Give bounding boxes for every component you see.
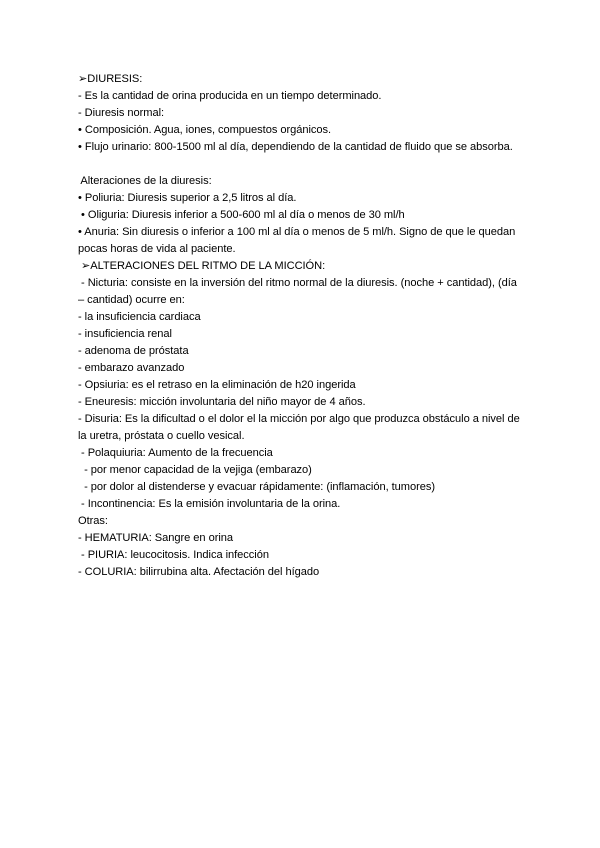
bullet-item: • Composición. Agua, iones, compuestos orgánicos.: [78, 124, 332, 136]
list-item: - Eneuresis: micción involuntaria del niño mayor de 4 años.: [78, 396, 366, 408]
list-item: - insuficiencia renal: [78, 328, 172, 340]
list-item: - Disuria: Es la dificultad o el dolor el la micción por algo que produzca obstáculo a nivel de: [78, 413, 520, 425]
text-line: la uretra, próstata o cuello vesical.: [78, 430, 245, 442]
text-line: – cantidad) ocurre en:: [78, 294, 185, 306]
list-item: - Incontinencia: Es la emisión involuntaria de la orina.: [78, 498, 341, 510]
section-heading: Alteraciones de la diuresis:: [78, 175, 212, 187]
text-line: - Nicturia: consiste en la inversión del ritmo normal de la diuresis. (noche + cantidad), (día: [78, 277, 517, 289]
list-item: - PIURIA: leucocitosis. Indica infección: [78, 549, 269, 561]
text-line: - Es la cantidad de orina producida en un tiempo determinado.: [78, 90, 382, 102]
list-item: - Opsiuria: es el retraso en la eliminación de h20 ingerida: [78, 379, 356, 391]
list-item: - por menor capacidad de la vejiga (embarazo): [78, 464, 312, 476]
bullet-item: • Anuria: Sin diuresis o inferior a 100 ml al día o menos de 5 ml/h. Signo de que le quedan: [78, 226, 516, 238]
list-item: - COLURIA: bilirrubina alta. Afectación del hígado: [78, 566, 320, 578]
bullet-item: • Oliguria: Diuresis inferior a 500-600 ml al día o menos de 30 ml/h: [78, 209, 405, 221]
heading-diuresis: ➢DIURESIS:: [78, 73, 143, 85]
list-item: - HEMATURIA: Sangre en orina: [78, 532, 233, 544]
list-item: - la insuficiencia cardiaca: [78, 311, 201, 323]
list-item: - adenoma de próstata: [78, 345, 189, 357]
heading-ritmo-miccion: ➢ALTERACIONES DEL RITMO DE LA MICCIÓN:: [78, 260, 326, 272]
list-item: - Polaquiuria: Aumento de la frecuencia: [78, 447, 273, 459]
list-item: - embarazo avanzado: [78, 362, 185, 374]
bullet-item: • Poliuria: Diuresis superior a 2,5 litros al día.: [78, 192, 297, 204]
document-body: [78, 71, 526, 581]
blank-line: [78, 156, 526, 173]
section-heading: Otras:: [78, 515, 108, 527]
list-item: - por dolor al distenderse y evacuar rápidamente: (inflamación, tumores): [78, 481, 436, 493]
text-line: - Diuresis normal:: [78, 107, 165, 119]
text-line: pocas horas de vida al paciente.: [78, 243, 236, 255]
bullet-item: • Flujo urinario: 800-1500 ml al día, dependiendo de la cantidad de fluido que se absorba.: [78, 141, 513, 153]
